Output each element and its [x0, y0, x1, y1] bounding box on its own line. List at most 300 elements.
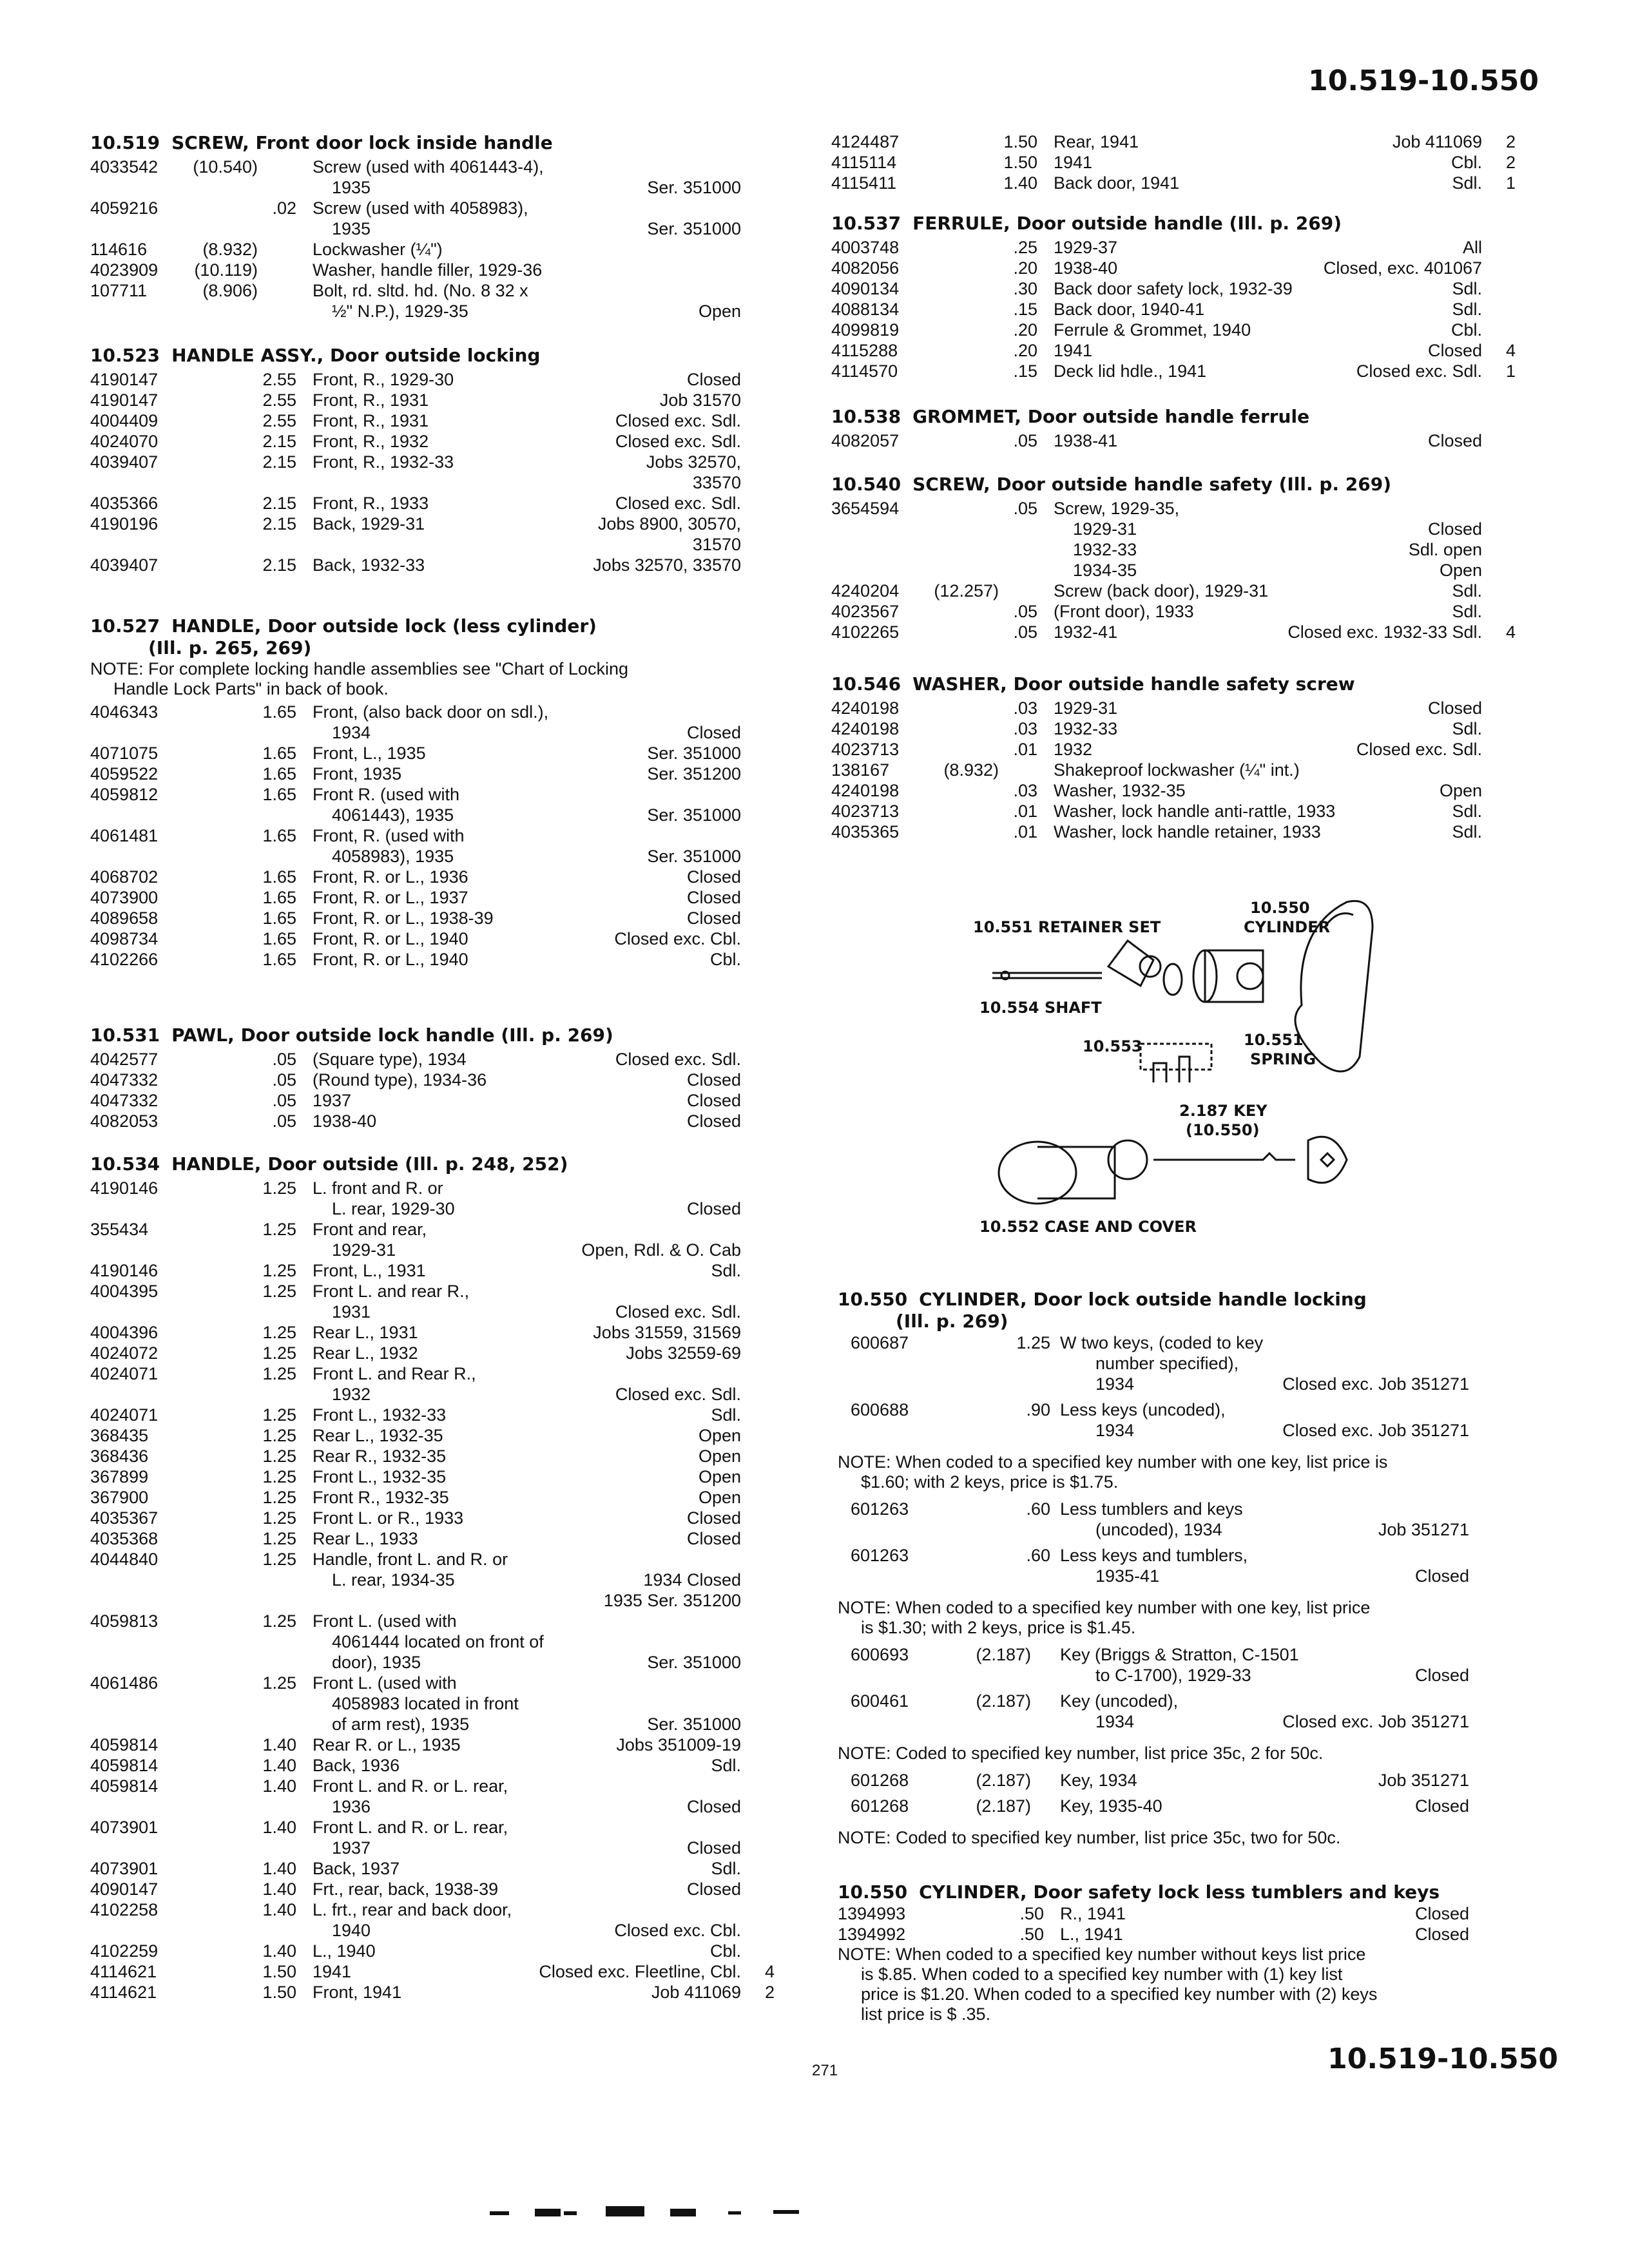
application: Sdl. [1452, 719, 1482, 738]
price: 1.25 [262, 1446, 296, 1466]
table-row [90, 1281, 741, 1322]
application: Closed [1414, 1925, 1469, 1944]
price: 1.50 [262, 1983, 296, 2002]
part-number: 600687 [851, 1333, 909, 1352]
table-row [90, 928, 741, 949]
table-row [90, 1508, 741, 1528]
table-row [90, 867, 741, 887]
application: Ser. 351000 [647, 1715, 741, 1734]
description-line: Rear L., 1932 [313, 1343, 418, 1363]
table-row [90, 1090, 741, 1111]
table-row [838, 1499, 1482, 1545]
application: Closed exc. Sdl. [615, 411, 741, 430]
description-line: Key (Briggs & Stratton, C-1501 [1060, 1645, 1299, 1664]
description-line: Front, R. or L., 1940 [313, 929, 468, 948]
table-row [838, 1924, 1482, 1945]
cylinder-label: CYLINDER [1244, 918, 1331, 936]
price: 1.25 [262, 1364, 296, 1383]
table-row [831, 801, 1482, 822]
reference-number: (12.257) [934, 581, 999, 601]
table-row [90, 764, 741, 784]
price: .02 [272, 198, 296, 218]
description-line: 1931 [332, 1302, 371, 1321]
table-row [90, 1219, 741, 1260]
table-row [90, 452, 741, 493]
part-number: 4004409 [90, 411, 159, 430]
table-row [90, 1049, 741, 1070]
description-line: Rear L., 1933 [313, 1529, 418, 1548]
description-line: Rear, 1941 [1054, 132, 1139, 151]
lock-parts-diagram [967, 889, 1456, 1250]
part-number: 107711 [90, 281, 148, 300]
description-line: door), 1935 [332, 1653, 421, 1672]
part-number: 4024072 [90, 1343, 159, 1363]
application: Closed exc. Sdl. [1356, 361, 1482, 381]
part-10553-label: 10.553 [1083, 1037, 1142, 1055]
price: .90 [1026, 1400, 1050, 1419]
section-title [90, 615, 741, 659]
application: Sdl. [1452, 279, 1482, 298]
description-line: L., 1941 [1060, 1925, 1123, 1944]
application: Closed [686, 1797, 741, 1816]
part-number: 4059814 [90, 1735, 159, 1754]
reference-number: (8.906) [202, 281, 258, 300]
description-line: Screw (back door), 1929-31 [1054, 581, 1269, 601]
table-row [90, 825, 741, 867]
description-line: 1938-41 [1054, 431, 1118, 450]
price: 2.15 [262, 555, 296, 575]
application: Closed [1414, 1566, 1469, 1586]
application: Sdl. [711, 1261, 741, 1280]
section-cont [831, 129, 1516, 193]
application: Cbl. [709, 1941, 741, 1961]
section-10550-safety-cylinder [838, 1881, 1482, 2024]
section-subtitle: (Ill. p. 265, 269) [148, 637, 312, 658]
application: Closed [1414, 1796, 1469, 1816]
description-line: Back door safety lock, 1932-39 [1054, 279, 1293, 298]
application: Ser. 351000 [647, 744, 741, 763]
price: .03 [1013, 698, 1037, 718]
spring-number-label: 10.551 [1244, 1031, 1304, 1049]
application: Jobs 32570, [646, 452, 741, 472]
application: Closed [686, 1529, 741, 1548]
part-number: 367900 [90, 1488, 149, 1507]
application: Jobs 8900, 30570, [597, 514, 741, 533]
description-line: 1929-31 [1073, 519, 1137, 539]
description-line: Screw (used with 4058983), [313, 198, 528, 218]
section-name: PAWL, Door outside lock handle (Ill. p. 269) [171, 1024, 613, 1046]
part-number: 601268 [851, 1771, 909, 1790]
description-line: 1935 [332, 219, 371, 238]
description-line: L., 1940 [313, 1941, 376, 1961]
application: Jobs 32559-69 [626, 1343, 741, 1363]
section-name: CYLINDER, Door safety lock less tumblers and keys [919, 1881, 1440, 1903]
part-number: 4073901 [90, 1818, 159, 1837]
description-line: Back door, 1940-41 [1054, 300, 1205, 319]
description-line: 1941 [1054, 153, 1093, 172]
application: Open [698, 1426, 741, 1445]
description-line: Screw (used with 4061443-4), [313, 157, 544, 177]
table-row [90, 1363, 741, 1405]
price: 1.25 [262, 1323, 296, 1342]
table-row [90, 1755, 741, 1776]
parts-rows [831, 237, 1516, 381]
part-number: 4035368 [90, 1529, 159, 1548]
section-10537 [831, 213, 1516, 381]
description-line: Rear L., 1931 [313, 1323, 418, 1342]
description-line: 4061444 located on front of [332, 1632, 544, 1651]
price: .15 [1013, 361, 1037, 381]
parts-rows [90, 702, 741, 970]
price: 1.50 [1003, 132, 1037, 151]
description-line: 1932-41 [1054, 622, 1118, 642]
section-10531 [90, 1024, 741, 1131]
part-number: 601268 [851, 1796, 909, 1816]
description-line: Screw, 1929-35, [1054, 499, 1180, 518]
price: 1.65 [262, 785, 296, 804]
part-number: 4035365 [831, 822, 900, 841]
description-line: Front, R. or L., 1936 [313, 867, 468, 887]
part-number: 114616 [90, 240, 148, 259]
description-line: (Round type), 1934-36 [313, 1070, 487, 1090]
price: 1.40 [262, 1735, 296, 1754]
part-number: 4240198 [831, 781, 900, 800]
application: Closed [686, 1879, 741, 1899]
description-line: Rear R., 1932-35 [313, 1446, 447, 1466]
application: Jobs 351009-19 [616, 1735, 741, 1754]
description-line: Front, R. or L., 1940 [313, 950, 468, 969]
part-number: 4044840 [90, 1550, 159, 1569]
description-line: R., 1941 [1060, 1904, 1126, 1923]
table-row [831, 698, 1482, 718]
description-line: Back, 1937 [313, 1859, 400, 1878]
part-number: 4114621 [90, 1962, 157, 1981]
part-number: 4240198 [831, 698, 900, 718]
application: Job 411069 [651, 1983, 741, 2002]
note-line: NOTE: When coded to a specified key number without keys list price [838, 1945, 1366, 1964]
application: Closed exc. Job 351271 [1282, 1421, 1469, 1440]
table-row [90, 1982, 775, 2003]
table-row [90, 555, 741, 575]
price: .03 [1013, 719, 1037, 738]
description-line: Front L. or R., 1933 [313, 1508, 464, 1528]
application: Sdl. [1452, 822, 1482, 841]
application: Closed exc. Sdl. [615, 432, 741, 451]
part-number: 4059812 [90, 785, 159, 804]
description-line: 1941 [1054, 341, 1093, 360]
table-row [90, 1111, 741, 1131]
description-line: Front L. and Rear R., [313, 1364, 476, 1383]
application: Closed exc. Fleetline, Cbl. [539, 1962, 741, 1981]
table-row [90, 1961, 775, 1982]
description-line: ½" N.P.), 1929-35 [332, 302, 468, 321]
price: .30 [1013, 279, 1037, 298]
description-line: Rear R. or L., 1935 [313, 1735, 461, 1754]
table-row [90, 1549, 741, 1611]
part-number: 600693 [851, 1645, 909, 1664]
description-line: Key (uncoded), [1060, 1691, 1179, 1711]
table-row [831, 152, 1516, 173]
part-number: 4115288 [831, 341, 898, 360]
application: Closed exc. Job 351271 [1282, 1712, 1469, 1731]
part-number: 4115114 [831, 153, 897, 172]
quantity: 2 [764, 1983, 775, 2002]
application: Open, Rdl. & O. Cab [581, 1240, 741, 1260]
table-row [831, 498, 1482, 581]
application: Closed exc. Sdl. [615, 494, 741, 513]
part-number: 4090147 [90, 1879, 159, 1899]
table-row [838, 1399, 1482, 1446]
description-line: Front, L., 1935 [313, 744, 426, 763]
note-line: $1.60; with 2 keys, price is $1.75. [861, 1472, 1119, 1492]
part-number: 4023567 [831, 602, 900, 621]
price: 2.15 [262, 514, 296, 533]
description-line: Less keys and tumblers, [1060, 1546, 1248, 1565]
section-number: 10.538 [831, 406, 901, 427]
application: Open [698, 1488, 741, 1507]
part-number: 4035366 [90, 494, 159, 513]
price: 1.40 [262, 1900, 296, 1919]
price: .05 [1013, 431, 1037, 450]
part-number: 4023713 [831, 740, 900, 759]
description-line: Front, R. (used with [313, 826, 465, 845]
part-number: 4190196 [90, 514, 159, 533]
application: Closed exc. Sdl. [615, 1050, 741, 1069]
part-number: 4082057 [831, 431, 900, 450]
part-number: 4240198 [831, 719, 900, 738]
description-line: Front L. (used with [313, 1673, 457, 1693]
application: Ser. 351000 [647, 805, 741, 825]
table-row [90, 260, 741, 280]
reference-number: (10.119) [194, 260, 258, 280]
part-number: 601263 [851, 1546, 909, 1565]
table-row [90, 280, 741, 322]
application: Job 31570 [659, 390, 741, 410]
description-line: Front R., 1932-35 [313, 1488, 449, 1507]
part-number: 4102259 [90, 1941, 159, 1961]
table-row [831, 780, 1482, 801]
price: .25 [1013, 238, 1037, 257]
description-line: 1937 [332, 1838, 371, 1858]
table-row [90, 908, 741, 928]
description-line: Less tumblers and keys [1060, 1499, 1243, 1519]
section-10538 [831, 406, 1482, 451]
section-name: SCREW, Door outside handle safety (Ill. p. 269) [912, 474, 1392, 495]
description-line: Front R. (used with [313, 785, 460, 804]
section-name: WASHER, Door outside handle safety screw [912, 673, 1355, 695]
table-row [90, 949, 741, 970]
table-row [831, 430, 1482, 451]
table-row [90, 431, 741, 452]
part-number: 4023909 [90, 260, 159, 280]
description-line: 1929-31 [332, 1240, 396, 1260]
section-number: 10.523 [90, 345, 160, 366]
description-line: 1936 [332, 1797, 371, 1816]
parts-rows [831, 430, 1482, 451]
page-number: 271 [812, 2062, 838, 2079]
price: 1.25 [262, 1467, 296, 1486]
table-row [838, 1691, 1482, 1737]
description-line: 1938-40 [1054, 258, 1118, 278]
price: .20 [1013, 258, 1037, 278]
application: Open [698, 1467, 741, 1486]
description-line: Washer, lock handle retainer, 1933 [1054, 822, 1321, 841]
price: .01 [1013, 740, 1037, 759]
section-name: SCREW, Front door lock inside handle [171, 132, 553, 153]
description-line: 4058983), 1935 [332, 847, 454, 866]
table-row [831, 340, 1516, 361]
description-line: Back, 1929-31 [313, 514, 425, 533]
application: Sdl. [1452, 581, 1482, 601]
section-title [831, 673, 1482, 695]
part-number: 4039407 [90, 452, 159, 472]
part-number: 4073901 [90, 1859, 159, 1878]
application: Closed exc. 1932-33 Sdl. [1287, 622, 1482, 642]
description-line: L. frt., rear and back door, [313, 1900, 512, 1919]
price: 2.55 [262, 390, 296, 410]
description-line: Key, 1934 [1060, 1771, 1137, 1790]
application: Cbl. [1451, 153, 1482, 172]
price: .20 [1013, 320, 1037, 340]
part-number: 4059813 [90, 1611, 159, 1631]
section-10540 [831, 474, 1516, 642]
table-row [838, 1545, 1482, 1591]
description-line: Bolt, rd. sltd. hd. (No. 8 32 x [313, 281, 528, 300]
page-range-top: 10.519-10.550 [1308, 64, 1539, 97]
part-number: 1394992 [838, 1925, 906, 1944]
reference-number: (8.932) [943, 760, 999, 780]
application: Closed [1414, 1904, 1469, 1923]
price: 1.40 [262, 1756, 296, 1775]
table-row [90, 1466, 741, 1487]
application: Ser. 351000 [647, 178, 741, 197]
description-line: 1941 [313, 1962, 352, 1981]
note-line: Handle Lock Parts" in back of book. [113, 679, 389, 698]
retainer-set-label: 10.551 RETAINER SET [973, 918, 1161, 936]
part-number: 4023713 [831, 802, 900, 821]
application: Closed [1427, 431, 1482, 450]
part-number: 4090134 [831, 279, 900, 298]
price: 1.65 [262, 867, 296, 887]
application: Closed exc. Cbl. [614, 929, 741, 948]
table-row [838, 1796, 1482, 1821]
description-line: Front, 1941 [313, 1983, 402, 2002]
part-number: 4024071 [90, 1364, 159, 1383]
price: 1.25 [262, 1673, 296, 1693]
application: Closed exc. Sdl. [615, 1302, 741, 1321]
application: Ser. 351000 [647, 219, 741, 238]
table-row [831, 361, 1516, 381]
application: Cbl. [709, 950, 741, 969]
description-line: 1934 [1095, 1421, 1135, 1440]
description-line: 1929-31 [1054, 698, 1118, 718]
section-number: 10.537 [831, 213, 901, 234]
price: .01 [1013, 822, 1037, 841]
part-number: 355434 [90, 1220, 149, 1239]
price: .15 [1013, 300, 1037, 319]
application: Closed [686, 1091, 741, 1110]
price: 1.65 [262, 950, 296, 969]
application: Ser. 351000 [647, 1653, 741, 1672]
table-row [90, 1070, 741, 1090]
section-name: CYLINDER, Door lock outside handle locking [919, 1289, 1367, 1310]
price: .05 [272, 1050, 296, 1069]
table-row [90, 410, 741, 431]
part-number: 4024071 [90, 1405, 159, 1425]
table-row [90, 157, 741, 198]
application-cont: 1935 Ser. 351200 [603, 1591, 741, 1610]
application: Jobs 32570, 33570 [593, 555, 741, 575]
part-number: 368435 [90, 1426, 149, 1445]
price: 1.50 [262, 1962, 296, 1981]
price: 1.65 [262, 744, 296, 763]
part-number: 138167 [831, 760, 890, 780]
part-number: 4046343 [90, 702, 159, 722]
application: Closed, exc. 401067 [1323, 258, 1482, 278]
quantity: 4 [764, 1962, 775, 1981]
price: 1.25 [262, 1220, 296, 1239]
reference-number: (2.187) [976, 1645, 1031, 1664]
description-line: 1934 [1095, 1374, 1135, 1394]
price: 1.65 [262, 929, 296, 948]
part-number: 4004396 [90, 1323, 159, 1342]
application: Job 351271 [1378, 1771, 1469, 1790]
part-number: 4190147 [90, 390, 159, 410]
description-line: 1938-40 [313, 1111, 377, 1131]
part-number: 4114570 [831, 361, 898, 381]
application: Sdl. [1452, 300, 1482, 319]
page-range-bottom: 10.519-10.550 [1327, 2042, 1558, 2075]
price: 1.65 [262, 764, 296, 783]
description-line: L. rear, 1929-30 [332, 1199, 455, 1218]
section-title [838, 1289, 1482, 1332]
section-note [838, 1828, 1482, 1848]
table-row [90, 1817, 741, 1858]
section-title [90, 1024, 741, 1046]
table-row [831, 299, 1482, 320]
application: Job 351271 [1378, 1520, 1469, 1539]
application-cont: 31570 [692, 535, 741, 554]
description-line: Deck lid hdle., 1941 [1054, 361, 1207, 381]
section-10550-cylinder [838, 1289, 1482, 1854]
part-number: 600461 [851, 1691, 909, 1711]
application: Sdl. [1452, 602, 1482, 621]
section-number: 10.519 [90, 132, 160, 153]
table-row [831, 739, 1482, 760]
part-number: 4190146 [90, 1178, 159, 1198]
price: .50 [1019, 1925, 1044, 1944]
key-label: 2.187 KEY [1179, 1102, 1268, 1120]
price: 2.15 [262, 452, 296, 472]
table-row [90, 1879, 741, 1899]
description-line: 1940 [332, 1921, 371, 1940]
table-row [90, 702, 741, 743]
description-line: Front, R., 1933 [313, 494, 429, 513]
description-line: Ferrule & Grommet, 1940 [1054, 320, 1251, 340]
description-line: Front, 1935 [313, 764, 402, 783]
part-number: 4071075 [90, 744, 159, 763]
note-line: is $1.30; with 2 keys, price is $1.45. [861, 1618, 1136, 1637]
part-number: 4098734 [90, 929, 159, 948]
description-line: Key, 1935-40 [1060, 1796, 1162, 1816]
application: Closed [686, 1070, 741, 1090]
price: .03 [1013, 781, 1037, 800]
application: Ser. 351200 [647, 764, 741, 783]
application: Closed [686, 1199, 741, 1218]
table-row [838, 1332, 1482, 1399]
application: Open [698, 1446, 741, 1466]
section-number: 10.550 [838, 1289, 908, 1310]
